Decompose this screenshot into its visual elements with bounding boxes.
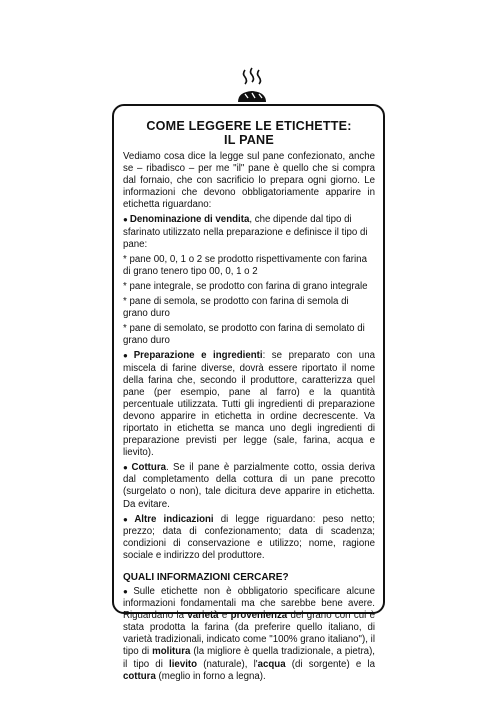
final-bold: cottura (123, 670, 156, 682)
final-bold: acqua (257, 658, 286, 670)
cottura-paragraph (123, 462, 375, 510)
final-text: del grano con cui è stata prodotta la farina (da preferire quello italiano, di varietà tradizionali, indicato come "100% grano italiano"), il tipo di (123, 610, 375, 658)
preparazione-text: : se preparato con una miscela di farine diverse, dovrà essere riportato il nome della farina che, secondo il produttore, caratterizza quel pane (per esempio, pane al farro) e la quantità percentuale utilizzata. Tutti gli ingredienti di preparazione devono apparire in etichetta in ordine decrescente. Va riportato in etichetta se manca uno degli ingredienti di preparazione previsti per legge (sale, farina, acqua e lievito). (123, 350, 375, 459)
bread-type-item: * pane di semola, se prodotto con farina di semola di grano duro (123, 296, 349, 320)
card-title-line2: IL PANE (224, 132, 274, 147)
bread-type-item: * pane integrale, se prodotto con farina di grano integrale (123, 280, 368, 292)
preparazione-label: Preparazione e ingredienti (133, 350, 263, 362)
altre-text: di legge riguardano: peso netto; prezzo; data di confezionamento; data di scadenza; condizioni di conservazione e utilizzo; nome, ragione sociale e indirizzo del produttore. (123, 513, 375, 561)
denominazione-paragraph (123, 214, 375, 250)
final-bold: lievito (169, 658, 198, 670)
intro-paragraph: Vediamo cosa dice la legge sul pane confezionato, anche se – ribadisco – per me "il" pane è quello che si compra dal fornaio, che con sacrificio lo prepara ogni giorno. Le informazioni che devono obbligatoriamente apparire in etichetta riguardano: (123, 151, 375, 211)
label-info-card (112, 104, 385, 682)
bread-icon (232, 66, 272, 106)
final-text: Sulle etichette non è obbligatorio specificare alcune informazioni fondamentali ma che sarebbe bene avere. Riguardano la (123, 586, 375, 622)
final-text: (di sorgente) e la (285, 658, 375, 670)
final-text: e (218, 610, 231, 622)
final-text: (naturale), l' (197, 658, 258, 670)
bread-type-item: * pane di semolato, se prodotto con farina di semolato di grano duro (123, 323, 365, 347)
bread-type-item: * pane 00, 0, 1 o 2 se prodotto rispettivamente con farina di grano tenero tipo 00, 0, 1 o 2 (123, 253, 367, 277)
final-bold: varietà (187, 610, 219, 622)
card-title-line1: COME LEGGERE LE ETICHETTE: (146, 119, 352, 133)
card-title (123, 120, 375, 147)
final-bold: molitura (152, 646, 191, 658)
final-text: (meglio in forno a legna). (155, 670, 266, 682)
cottura-text: . Se il pane è parzialmente cotto, ossia deriva dal completamento della cottura di un pane precotto (surgelato o non), tale dicitura deve apparire in etichetta. Da evitare. (123, 462, 375, 510)
final-text: (la migliore è quella tradizionale, a pietra), il tipo di (123, 646, 375, 670)
denominazione-label: Denominazione di vendita (129, 214, 250, 226)
altre-label: Altre indicazioni (134, 513, 214, 525)
final-paragraph (123, 586, 375, 683)
denominazione-text: , che dipende dal tipo di sfarinato utilizzato nella preparazione e definisce il tipo di pane: (123, 214, 368, 250)
altre-paragraph (123, 514, 375, 562)
final-bold: provenienza (230, 610, 288, 622)
preparazione-paragraph (123, 350, 375, 459)
cottura-label: Cottura (131, 462, 166, 474)
section-title: QUALI INFORMAZIONI CERCARE? (123, 572, 289, 583)
